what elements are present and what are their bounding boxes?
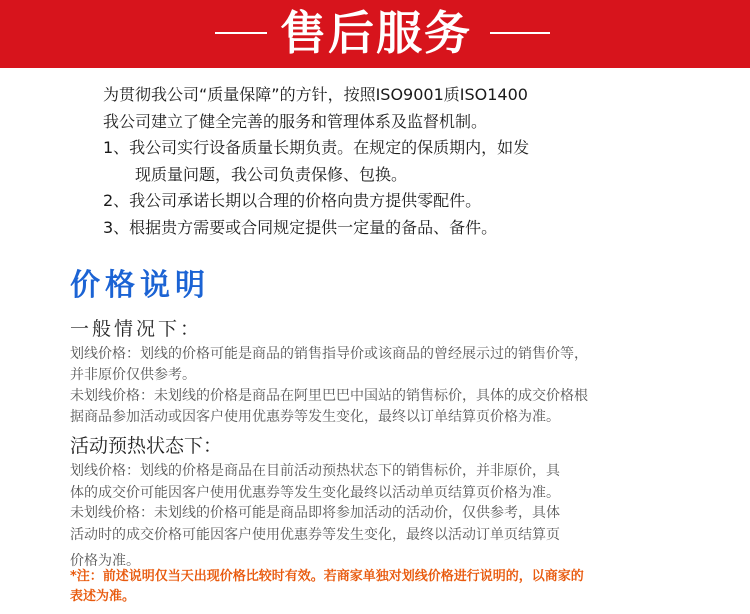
banner-right-rule xyxy=(490,32,550,34)
text-line: 未划线价格：未划线的价格可能是商品即将参加活动的活动价，仅供参考，具体 xyxy=(70,505,560,521)
preheat-strike-price-text xyxy=(70,461,720,504)
intro-item-1: 1、我公司实行设备质量长期负责。在规定的保质期内，如发 xyxy=(103,138,530,157)
intro-item-1-continued: 现质量问题，我公司负责保修、包换。 xyxy=(135,164,408,184)
text-line: 未划线价格：未划线的价格是商品在阿里巴巴中国站的销售标价，具体的成交价格根 xyxy=(70,388,588,404)
intro-line: 为贯彻我公司“质量保障”的方针，按照ISO9001质ISO1400 xyxy=(103,85,528,104)
footnote xyxy=(70,567,720,607)
general-case-heading: 一般情况下： xyxy=(70,318,203,340)
page-title: 售后服务 xyxy=(280,6,472,60)
general-strike-price-text xyxy=(70,344,720,386)
price-section-heading: 价格说明 xyxy=(70,268,210,303)
intro-item-2: 2、我公司承诺长期以合理的价格向贵方提供零配件。 xyxy=(103,191,482,210)
general-unstrike-price-text xyxy=(70,386,720,428)
text-line: 价格为准。 xyxy=(70,553,140,569)
preheat-case-heading: 活动预热状态下： xyxy=(70,435,223,457)
footnote-line: 表述为准。 xyxy=(70,589,136,604)
banner-left-rule xyxy=(215,32,267,34)
intro-line: 我公司建立了健全完善的服务和管理体系及监督机制。 xyxy=(103,111,488,131)
service-intro xyxy=(103,82,723,241)
header-banner xyxy=(0,0,750,68)
text-line: 据商品参加活动或因客户使用优惠券等发生变化，最终以订单结算页价格为准。 xyxy=(70,409,560,425)
text-line: 划线价格：划线的价格是商品在目前活动预热状态下的销售标价，并非原价，具 xyxy=(70,463,560,479)
text-line: 体的成交价可能因客户使用优惠券等发生变化最终以活动单页结算页价格为准。 xyxy=(70,484,560,501)
preheat-unstrike-price-text xyxy=(70,503,720,572)
intro-item-3: 3、根据贵方需要或合同规定提供一定量的备品、备件。 xyxy=(103,217,498,237)
text-line: 并非原价仅供参考。 xyxy=(70,367,196,383)
text-line: 划线价格：划线的价格可能是商品的销售指导价或该商品的曾经展示过的销售价等， xyxy=(70,346,588,362)
text-line: 活动时的成交价格可能因客户使用优惠券等发生变化，最终以活动订单页结算页 xyxy=(70,526,560,543)
footnote-line: *注：前述说明仅当天出现价格比较时有效。若商家单独对划线价格进行说明的，以商家的 xyxy=(70,569,584,584)
